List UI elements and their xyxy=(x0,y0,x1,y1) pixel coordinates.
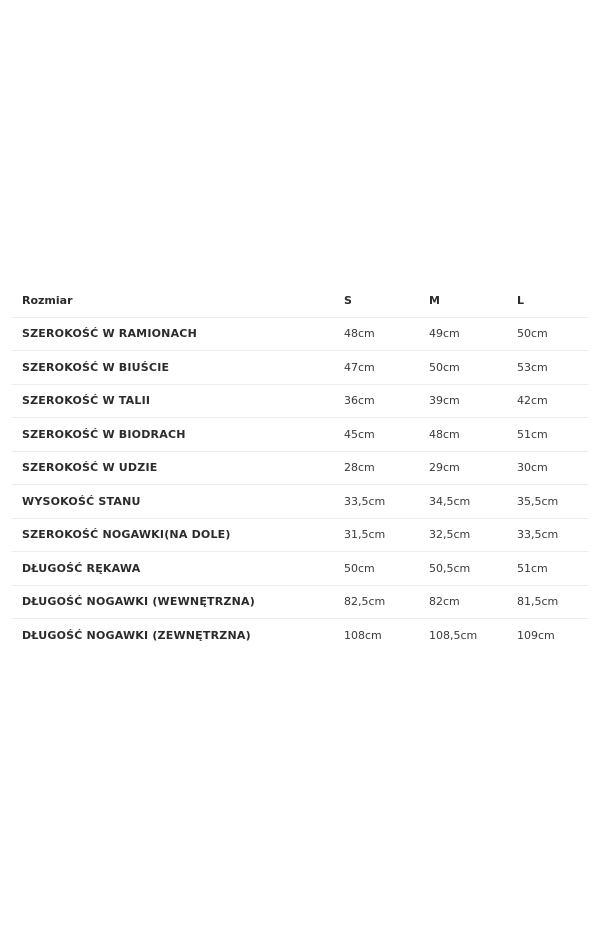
value-l: 42cm xyxy=(507,384,588,418)
value-l: 81,5cm xyxy=(507,585,588,619)
table-row xyxy=(12,351,588,385)
value-s: 36cm xyxy=(334,384,419,418)
value-m: 48cm xyxy=(419,418,507,452)
header-m: M xyxy=(419,284,507,317)
row-label: SZEROKOŚĆ W TALII xyxy=(12,384,334,418)
row-label: DŁUGOŚĆ NOGAWKI (WEWNĘTRZNA) xyxy=(12,585,334,619)
value-m: 50,5cm xyxy=(419,552,507,586)
size-chart-table xyxy=(12,284,588,652)
value-m: 82cm xyxy=(419,585,507,619)
value-l: 33,5cm xyxy=(507,518,588,552)
table-row xyxy=(12,418,588,452)
value-m: 32,5cm xyxy=(419,518,507,552)
table-row xyxy=(12,485,588,519)
value-m: 50cm xyxy=(419,351,507,385)
value-m: 108,5cm xyxy=(429,628,478,642)
value-l: 50cm xyxy=(507,317,588,351)
row-label: WYSOKOŚĆ STANU xyxy=(12,485,334,519)
row-label: DŁUGOŚĆ RĘKAWA xyxy=(12,552,334,586)
value-l: 51cm xyxy=(507,418,588,452)
header-l: L xyxy=(507,284,588,317)
value-m: 39cm xyxy=(419,384,507,418)
header-size: Rozmiar xyxy=(12,284,334,317)
row-label: SZEROKOŚĆ W RAMIONACH xyxy=(12,317,334,351)
value-l: 30cm xyxy=(507,451,588,485)
value-s: 31,5cm xyxy=(334,518,419,552)
row-label: SZEROKOŚĆ W BIODRACH xyxy=(12,418,334,452)
value-m: 29cm xyxy=(419,451,507,485)
value-s: 47cm xyxy=(334,351,419,385)
value-m: 34,5cm xyxy=(419,485,507,519)
table-row xyxy=(12,518,588,552)
table-row xyxy=(12,317,588,351)
table-row xyxy=(12,619,588,652)
value-l: 53cm xyxy=(507,351,588,385)
value-l: 35,5cm xyxy=(507,485,588,519)
table-row xyxy=(12,384,588,418)
value-s: 82,5cm xyxy=(334,585,419,619)
row-label: SZEROKOŚĆ NOGAWKI(NA DOLE) xyxy=(12,518,334,552)
value-s: 33,5cm xyxy=(334,485,419,519)
table-row xyxy=(12,552,588,586)
row-label: DŁUGOŚĆ NOGAWKI (ZEWNĘTRZNA) xyxy=(22,628,251,642)
value-s: 45cm xyxy=(334,418,419,452)
size-chart-body xyxy=(12,317,588,652)
value-s: 108cm xyxy=(344,628,382,642)
value-s: 28cm xyxy=(334,451,419,485)
row-label: SZEROKOŚĆ W UDZIE xyxy=(12,451,334,485)
header-row xyxy=(12,284,588,317)
header-s: S xyxy=(334,284,419,317)
size-chart-header xyxy=(12,284,588,317)
value-m: 49cm xyxy=(419,317,507,351)
table-row xyxy=(12,451,588,485)
value-l: 109cm xyxy=(517,628,555,642)
value-l: 51cm xyxy=(507,552,588,586)
row-label: SZEROKOŚĆ W BIUŚCIE xyxy=(12,351,334,385)
value-s: 48cm xyxy=(334,317,419,351)
value-s: 50cm xyxy=(334,552,419,586)
table-row xyxy=(12,585,588,619)
